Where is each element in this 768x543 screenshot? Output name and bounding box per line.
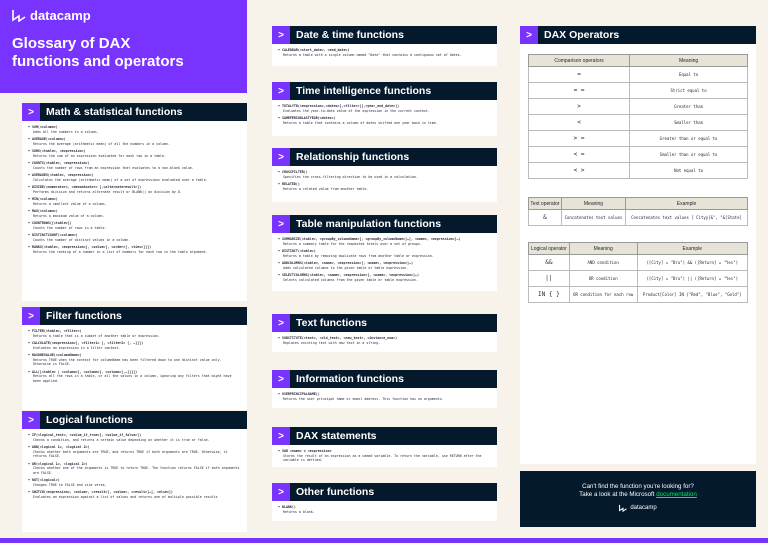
section-title: Math & statistical functions [46,106,183,118]
section-body [272,166,497,202]
function-description: Returns TRUE when the context for columnName has been filtered down to one distinct value only. Otherwise is FALSE. [33,357,222,366]
cta-line2: Take a look at the Microsoft documentation [579,491,697,498]
function-description: Returns the ranking of a number in a list of numbers for each row in the table argument. [33,249,208,254]
function-entry [28,137,241,146]
table-header: Meaning [630,55,748,67]
function-description: Returns the average (arithmetic mean) of all the numbers in a column. [33,141,170,146]
section-title: DAX statements [296,430,377,442]
function-signature: • TOTALYTD(<expression>,<dates>[,<filter>][,<year_end_date>]) [278,104,400,108]
table-cell: < = [529,147,630,163]
datacamp-logo-icon [619,504,627,512]
chevron-right-icon: > [272,370,290,388]
table-cell: Not equal to [630,163,748,179]
function-signature: • NOT(<logical>) [28,478,60,482]
section-filter [22,307,247,410]
function-entry [278,261,491,270]
table-cell: Concatenates text values [ Cityy]&", "&[State] [626,210,748,226]
section-text [272,314,497,352]
table-cell: Greater than [630,99,748,115]
function-description: Performs division and returns alternate result or BLANK() on division by 0. [33,189,182,194]
bottom-accent-bar [0,538,768,543]
function-signature: • SELECTCOLUMNS(<table>, <name>, <expression>[, <name>, <expression>]…) [278,273,419,277]
section-body [272,332,497,352]
function-entry [28,490,241,499]
chevron-right-icon: > [272,483,290,501]
table-cell: OR condition [569,271,637,287]
section-title: Information functions [296,373,404,385]
section-body [272,44,497,66]
function-description: Returns a maximum value of a column. [33,213,105,218]
table-cell: & [529,210,562,226]
function-entry [28,370,241,384]
table-cell: && [529,255,570,271]
function-description: Returns a smallest value of a column. [33,201,107,206]
function-entry [278,273,491,282]
function-description: Returns a table that is a subset of another table or expression. [33,333,161,338]
function-description: Returns a table with a single column named "Date" that contains a contiguous set of dates. [283,52,462,57]
function-entry [28,149,241,158]
table-cell: Equal to [630,67,748,83]
function-signature: • HASONEVALUE(<columnName>) [28,353,82,357]
function-entry [278,104,491,113]
function-description: Adds all the numbers in a column. [33,129,99,134]
function-description: Checks whether one of the arguments is TRUE to return TRUE. The function returns FALSE if both arguments are FALSE. [33,466,240,475]
datacamp-logo-icon [12,9,26,22]
section-title: Date & time functions [296,29,404,41]
table-cell: ([City] = "Bru") && ([Return] = "Yes") [637,255,747,271]
function-description: Stores the result of an expression as a named variable. To return the variable, use RETURN after the variable is defined. [283,453,482,462]
chevron-right-icon: > [272,427,290,445]
function-description: Returns a table that contains a column of dates shifted one year back in time. [283,120,438,125]
function-description: Evaluates an expression in a filter context. [33,345,121,350]
function-description: Counts the number of distinct values in a column. [33,237,131,242]
function-entry [28,125,241,134]
function-description: Returns all the rows in a table, or all the values in a column, ignoring any filters that might have been applied. [33,374,232,383]
table-row [529,255,748,271]
function-description: Calculates the average (arithmetic mean) of a set of expressions evaluated over a table. [33,177,208,182]
section-title: Other functions [296,486,375,498]
section-body [272,501,497,521]
function-entry [278,249,491,258]
function-signature: • SUBSTITUTE(<text>, <old_text>, <new_text>, <instance_num>) [278,336,398,340]
function-entry [28,478,241,487]
function-entry [278,336,491,345]
function-signature: • RANKX(<table>, <expression>[, <value>[, <order>[, <ties>]]]) [28,245,152,249]
documentation-cta [520,471,756,527]
table-header: Logical operator [529,243,570,255]
table-cell: || [529,271,570,287]
function-entry [278,116,491,125]
function-signature: • SUMMARIZE(<table>, <groupBy_columnName>[, <groupBy_columnName>]…[, <name>, <expression>]…) [278,237,461,241]
table-cell: = = [529,83,630,99]
function-description: Evaluates the year-to-date value of the expression in the current context. [283,108,430,113]
function-entry [28,209,241,218]
chevron-right-icon: > [22,103,40,121]
table-cell: IN { } [529,287,570,303]
table-cell: Concatenates text values [561,210,625,226]
function-entry [28,445,241,459]
chevron-right-icon: > [272,26,290,44]
function-entry [278,48,491,57]
function-signature: • USERPRINCIPALNAME() [278,392,320,396]
header-banner [0,0,247,93]
function-description: Checks a condition, and returns a certain value depending on whether it is true or false. [33,437,210,442]
function-signature: • DISTINCTCOUNT(<column>) [28,233,78,237]
chevron-right-icon: > [272,82,290,100]
section-logical [22,411,247,532]
function-signature: • DISTINCT(<table>) [278,249,316,253]
function-description: Returns a summary table for the requested totals over a set of groups. [283,241,422,246]
function-signature: • RELATED() [278,182,300,186]
table-row [529,147,748,163]
function-entry [278,505,491,514]
table-header: Text operator [529,198,562,210]
section-title: DAX Operators [544,29,620,41]
function-description: Replaces existing text with new text in a string. [283,340,381,345]
section-body [22,429,247,532]
operators-body [520,44,756,464]
chevron-right-icon: > [22,307,40,325]
table-cell: Smaller than [630,115,748,131]
function-description: Specifies the cross-filtering direction to be used in a calculation. [283,174,418,179]
table-cell: < > [529,163,630,179]
function-entry [278,170,491,179]
table-row [529,115,748,131]
section-relationship [272,148,497,202]
function-entry [28,341,241,350]
page-title: Glossary of DAX functions and operators [12,35,184,70]
function-signature: • AVERAGE(<column>) [28,137,66,141]
function-entry [28,197,241,206]
section-dax-statements [272,427,497,467]
section-title: Text functions [296,317,367,329]
table-cell: > [529,99,630,115]
table-cell: < [529,115,630,131]
function-signature: • SAMEPERIODLASTYEAR(<dates>) [278,116,336,120]
function-entry [28,245,241,254]
table-header: Example [637,243,747,255]
function-entry [278,449,491,463]
function-signature: • SUM(<column>) [28,125,58,129]
documentation-link[interactable]: documentation [656,491,697,498]
section-operators [520,26,756,464]
function-signature: • AND(<logical 1>, <logical 2>) [28,445,90,449]
table-header: Example [626,198,748,210]
function-signature: • VAR <name> = <expression> [278,449,332,453]
function-signature: • COUNTX(<table>, <expression>) [28,161,90,165]
table-row [529,83,748,99]
table-header: Comparison operators [529,55,630,67]
section-title: Filter functions [46,310,122,322]
function-description: Changes TRUE to FALSE and vice versa. [33,482,107,487]
brand-name: datacamp [30,8,91,23]
table-header: Meaning [569,243,637,255]
section-tablemanip [272,215,497,291]
function-entry [28,161,241,170]
function-signature: • BLANK() [278,505,296,509]
function-signature: • MAX(<column>) [28,209,58,213]
function-signature: • AVERAGEX(<table>, <expression>) [28,173,94,177]
datacamp-logo [12,8,235,23]
chevron-right-icon: > [22,411,40,429]
section-title: Relationship functions [296,151,410,163]
section-body [272,100,497,136]
function-description: Returns a related value from another table. [283,186,369,191]
section-datetime [272,26,497,66]
function-signature: • IF(<logical_test>, <value_if_true>[, <value_if_false>]) [28,433,142,437]
table-cell: Product[Color] IN {"Red", "Blue", "Gold"} [637,287,747,303]
function-description: Evaluates an expression against a list of values and returns one of multiple possible results [33,494,218,499]
function-signature: • FILTER(<table>, <filter>) [28,329,82,333]
table-row [529,163,748,179]
text-operator-table [528,197,748,226]
function-description: Returns the sum of an expression evaluated for each row in a table. [33,153,166,158]
logical-operator-table [528,242,748,303]
function-description: Returns a table by removing duplicate rows from another table or expression. [283,253,434,258]
function-entry [28,173,241,182]
function-entry [28,353,241,367]
function-description: Returns the user principal name or email address. This function has no arguments. [283,396,444,401]
section-body [272,388,497,408]
table-cell: OR condition for each row [569,287,637,303]
table-row [529,67,748,83]
section-title: Table manipulation functions [296,218,442,230]
function-signature: • SUMX(<table>, <expression>) [28,149,86,153]
section-timeintel [272,82,497,136]
chevron-right-icon: > [272,148,290,166]
function-entry [28,185,241,194]
table-row [529,131,748,147]
section-body [22,121,247,301]
function-description: Counts the number of rows in a table. [33,225,107,230]
function-signature: • COUNTROWS([<table>]) [28,221,72,225]
section-body [22,325,247,410]
section-title: Logical functions [46,414,133,426]
function-signature: • ADDCOLUMNS(<table>, <name>, <expression>[, <name>, <expression>]…) [278,261,413,265]
function-entry [28,329,241,338]
chevron-right-icon: > [272,215,290,233]
function-signature: • CALENDAR(<start_date>, <end_date>) [278,48,350,52]
section-other [272,483,497,521]
function-signature: • ALL([<table> | <column>[, <column>[, <column>[,…]]]]) [28,369,138,374]
function-description: Counts the number of rows from an expression that evaluates to a non-blank value. [33,165,194,170]
section-math [22,103,247,301]
function-description: Adds calculated columns to the given table or table expression. [283,265,409,270]
function-signature: • SWITCH(<expression>, <value>, <result>[, <value>, <result>]…[, <else>]) [28,490,173,494]
table-cell: = [529,67,630,83]
section-body [272,233,497,291]
comparison-operators-table [528,54,748,179]
table-row [529,271,748,287]
table-cell: Strict equal to [630,83,748,99]
table-header: Meaning [561,198,625,210]
function-signature: • CROSSFILTER() [278,170,308,174]
table-cell: AND condition [569,255,637,271]
function-entry [28,221,241,230]
function-signature: • MIN(<column>) [28,197,58,201]
function-entry [28,233,241,242]
chevron-right-icon: > [520,26,538,44]
function-description: Selects calculated columns from the given table or table expression. [283,277,418,282]
function-description: Returns a blank. [283,509,315,514]
section-information [272,370,497,408]
function-signature: • CALCULATE(<expression>[, <filter1> [, <filter2> [, …]]]) [28,341,144,345]
function-entry [278,182,491,191]
table-cell: Greater than or equal to [630,131,748,147]
cta-logo: datacamp [520,504,756,512]
section-title: Time intelligence functions [296,85,432,97]
table-row [529,210,748,226]
chevron-right-icon: > [272,314,290,332]
function-description: Checks whether both arguments are TRUE, and returns TRUE if both arguments are TRUE. Otherwise, it returns FALSE. [33,449,228,458]
table-cell: Smaller than or equal to [630,147,748,163]
function-signature: • OR(<logical 1>, <logical 2>) [28,461,88,466]
table-row [529,99,748,115]
section-body [272,445,497,467]
function-entry [28,433,241,442]
function-signature: • DIVIDE(<numerator>, <denominator> [,<alternateresult>]) [28,185,142,189]
table-cell: > = [529,131,630,147]
cta-line1: Can't find the function you're looking for? [582,483,694,490]
function-entry [278,237,491,246]
function-entry [278,392,491,401]
table-row [529,287,748,303]
function-entry [28,462,241,476]
table-cell: ([City] = "Bru") || ([Return] = "Yes") [637,271,747,287]
